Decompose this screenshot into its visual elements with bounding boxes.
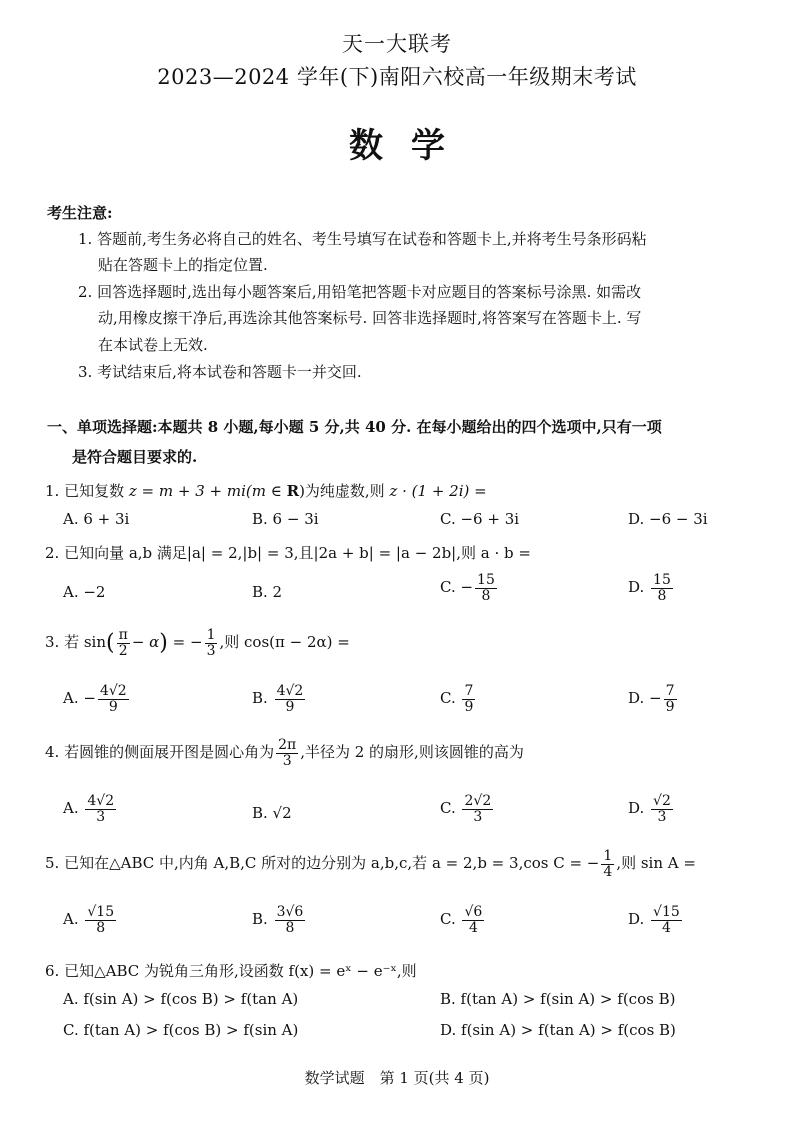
exam-title: 2023—2024 学年(下)南阳六校高一年级期末考试 — [157, 65, 637, 89]
q1-option-c: C. −6 + 3i — [440, 510, 520, 528]
q6-option-b: B. f(tan A) > f(sin A) > f(cos B) — [440, 990, 676, 1008]
page-footer: 数学试题 第 1 页(共 4 页) — [304, 1069, 490, 1087]
q5-option-b: B. $\frac{3√6}{8}$ — [252, 904, 304, 936]
q2-option-a: A. −2 — [63, 583, 106, 601]
notice-line: 3. 考试结束后,将本试卷和答题卡一并交回. — [78, 363, 362, 381]
question-3-stem: 3. 若 sin( $\frac{\pi}{2}$ − α) = − $\frac{1}{3}$ ,则 cos(π − 2α) = — [45, 627, 350, 659]
q6-option-d: D. f(sin A) > f(tan A) > f(cos B) — [440, 1021, 676, 1039]
q5-option-a: A. $\frac{√15}{8}$ — [63, 904, 115, 936]
notice-line: 在本试卷上无效. — [98, 336, 208, 354]
q1-option-a: A. 6 + 3i — [63, 510, 130, 528]
q6-option-a: A. f(sin A) > f(cos B) > f(tan A) — [63, 990, 299, 1008]
q4-option-a: A. $\frac{4√2}{3}$ — [63, 793, 115, 825]
question-4-stem: 4. 若圆锥的侧面展开图是圆心角为 $\frac{2\pi}{3}$ ,半径为 2 的扇形,则该圆锥的高为 — [45, 737, 524, 769]
question-6-stem: 6. 已知△ABC 为锐角三角形,设函数 f(x) = eˣ − e⁻ˣ,则 — [45, 962, 417, 980]
q2-option-b: B. 2 — [252, 583, 283, 601]
notice-title: 考生注意: — [47, 204, 113, 222]
section-heading-cont: 是符合题目要求的. — [72, 448, 198, 466]
q5-option-d: D. $\frac{√15}{4}$ — [628, 904, 680, 936]
exam-organizer: 天一大联考 — [342, 32, 452, 56]
q3-option-d: D. − $\frac{7}{9}$ — [628, 683, 675, 715]
q6-option-c: C. f(tan A) > f(cos B) > f(sin A) — [63, 1021, 299, 1039]
q4-option-b: B. √2 — [252, 804, 292, 822]
q2-option-c: C. − $\frac{15}{8}$ — [440, 572, 495, 604]
question-5-stem: 5. 已知在△ABC 中,内角 A,B,C 所对的边分别为 a,b,c,若 a = 2,b = 3,cos C = − $\frac{1}{4}$ ,则 sin A = — [45, 848, 696, 880]
notice-line: 1. 答题前,考生务必将自己的姓名、考生号填写在试卷和答题卡上,并将考生号条形码粘 — [78, 230, 647, 248]
notice-line: 2. 回答选择题时,选出每小题答案后,用铅笔把答题卡对应题目的答案标号涂黑. 如需改 — [78, 283, 642, 301]
notice-line: 贴在答题卡上的指定位置. — [98, 256, 268, 274]
q4-option-d: D. $\frac{√2}{3}$ — [628, 793, 671, 825]
q3-option-b: B. $\frac{4√2}{9}$ — [252, 683, 304, 715]
question-1-stem: 1. 已知复数 z = m + 3 + mi(m ∈ R)为纯虚数,则 z · (1 + 2i) = — [45, 482, 487, 500]
question-2-stem: 2. 已知向量 a,b 满足|a| = 2,|b| = 3,且|2a + b| = |a − 2b|,则 a · b = — [45, 544, 531, 562]
q1-option-d: D. −6 − 3i — [628, 510, 708, 528]
section-heading: 一、单项选择题:本题共 8 小题,每小题 5 分,共 40 分. 在每小题给出的四个选项中,只有一项 — [47, 418, 662, 436]
q3-option-a: A. − $\frac{4√2}{9}$ — [63, 683, 127, 715]
q2-option-d: D. $\frac{15}{8}$ — [628, 572, 671, 604]
q4-option-c: C. $\frac{2√2}{3}$ — [440, 793, 492, 825]
q3-option-c: C. $\frac{7}{9}$ — [440, 683, 474, 715]
subject-title: 数学 — [349, 126, 473, 166]
q5-option-c: C. $\frac{√6}{4}$ — [440, 904, 483, 936]
notice-line: 动,用橡皮擦干净后,再选涂其他答案标号. 回答非选择题时,将答案写在答题卡上. 写 — [98, 309, 642, 327]
q1-option-b: B. 6 − 3i — [252, 510, 319, 528]
